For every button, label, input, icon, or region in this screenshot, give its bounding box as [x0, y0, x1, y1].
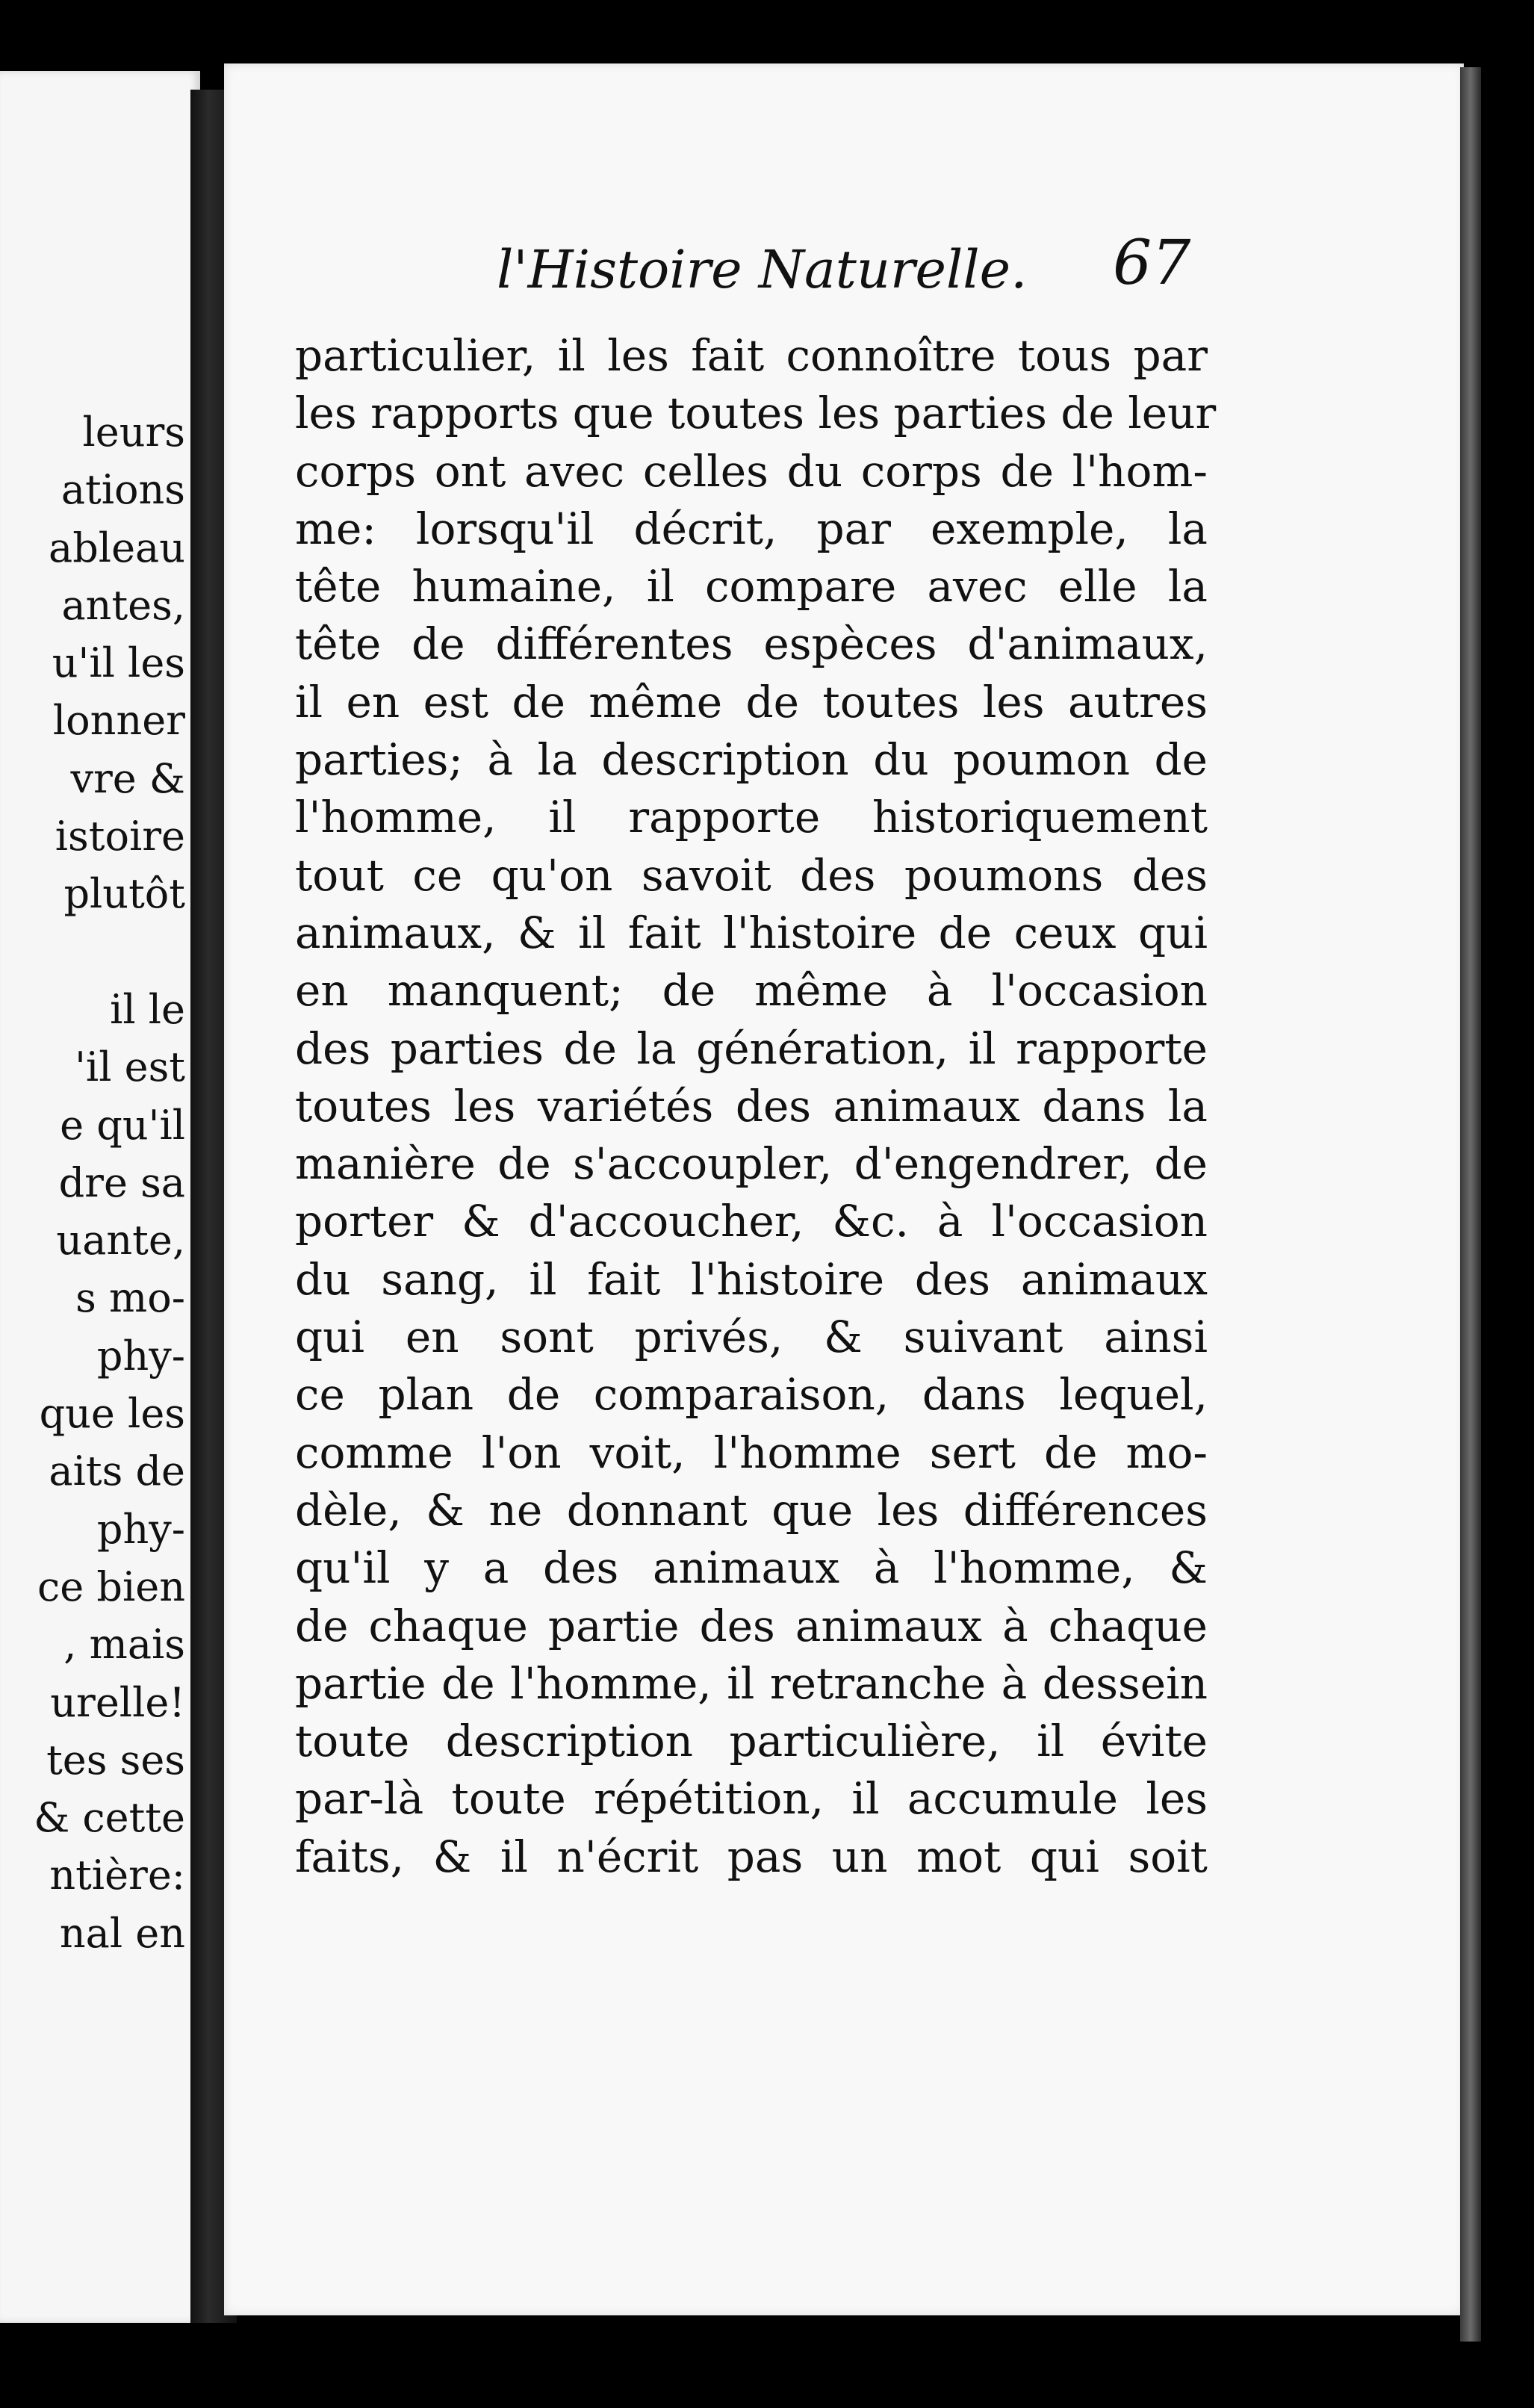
text-line: du sang, il fait l'histoire des animaux: [295, 1253, 1208, 1305]
text-line: porter & d'accoucher, &c. à l'occasion: [295, 1196, 1208, 1247]
left-text-fragment: aits de: [49, 1447, 185, 1495]
left-text-fragment: 'il est: [75, 1043, 185, 1091]
left-page-text: [0, 403, 185, 1962]
left-text-fragment: dre sa: [58, 1158, 185, 1206]
left-text-fragment: vre &: [70, 754, 185, 802]
left-text-fragment: il le: [110, 985, 185, 1033]
left-text-fragment: tes ses: [46, 1736, 185, 1784]
page-edge: [1460, 67, 1481, 2342]
left-text-fragment: lonner: [52, 697, 185, 745]
text-line: qui en sont privés, & suivant ainsi: [295, 1312, 1208, 1363]
text-line: manière de s'accoupler, d'engendrer, de: [295, 1138, 1208, 1190]
left-text-fragment: que les: [39, 1390, 185, 1438]
text-line: toutes les variétés des animaux dans la: [295, 1080, 1208, 1132]
left-text-fragment: plutôt: [63, 870, 185, 918]
left-text-fragment: ableau: [49, 524, 185, 571]
text-line: l'homme, il rapporte historiquement: [295, 792, 1208, 843]
left-text-fragment: uante,: [56, 1217, 185, 1264]
left-text-fragment: nal en: [59, 1909, 185, 1957]
text-line: me: lorsqu'il décrit, par exemple, la: [295, 503, 1208, 554]
running-head: l'Histoire Naturelle.: [497, 239, 1028, 300]
text-line: comme l'on voit, l'homme sert de mo-: [295, 1427, 1208, 1478]
body-text: [295, 327, 1217, 1886]
text-line: corps ont avec celles du corps de l'hom-: [295, 445, 1208, 497]
text-line: tête humaine, il compare avec elle la: [295, 561, 1208, 612]
text-line: particulier, il les fait connoître tous par: [295, 330, 1208, 381]
left-text-fragment: s mo-: [75, 1274, 185, 1322]
left-text-fragment: leurs: [82, 409, 185, 456]
left-text-fragment: antes,: [61, 581, 185, 629]
left-text-fragment: phy-: [96, 1505, 185, 1553]
left-text-fragment: , mais: [63, 1621, 185, 1669]
text-line: partie de l'homme, il retranche à dessein: [295, 1657, 1208, 1709]
text-line: ce plan de comparaison, dans lequel,: [295, 1369, 1208, 1421]
text-line: tête de différentes espèces d'animaux,: [295, 618, 1208, 670]
text-line: dèle, & ne donnant que les différences: [295, 1484, 1208, 1536]
left-text-fragment: & cette: [34, 1794, 185, 1842]
left-text-fragment: u'il les: [52, 639, 185, 687]
text-line: en manquent; de même à l'occasion: [295, 965, 1208, 1017]
text-line: des parties de la génération, il rapporte: [295, 1023, 1208, 1074]
text-line: tout ce qu'on savoit des poumons des: [295, 849, 1208, 901]
left-text-fragment: istoire: [55, 813, 185, 860]
text-line: les rapports que toutes les parties de leur: [295, 388, 1217, 439]
left-text-fragment: ations: [60, 466, 185, 514]
left-text-fragment: phy-: [96, 1332, 185, 1380]
left-text-fragment: ce bien: [37, 1563, 185, 1610]
text-line: par-là toute répétition, il accumule les: [295, 1773, 1208, 1825]
left-page: [0, 71, 200, 2323]
left-text-fragment: urelle!: [50, 1678, 185, 1726]
left-text-fragment: ntière:: [49, 1852, 185, 1899]
page-number: 67: [1113, 228, 1191, 299]
text-line: il en est de même de toutes les autres: [295, 676, 1208, 727]
left-text-fragment: e qu'il: [60, 1101, 185, 1149]
text-line: parties; à la description du poumon de: [295, 734, 1208, 786]
text-line: faits, & il n'écrit pas un mot qui soit: [295, 1831, 1208, 1882]
text-line: toute description particulière, il évite: [295, 1716, 1208, 1767]
text-line: de chaque partie des animaux à chaque: [295, 1600, 1208, 1651]
text-line: qu'il y a des animaux à l'homme, &: [295, 1542, 1208, 1594]
text-line: animaux, & il fait l'histoire de ceux qui: [295, 907, 1208, 958]
